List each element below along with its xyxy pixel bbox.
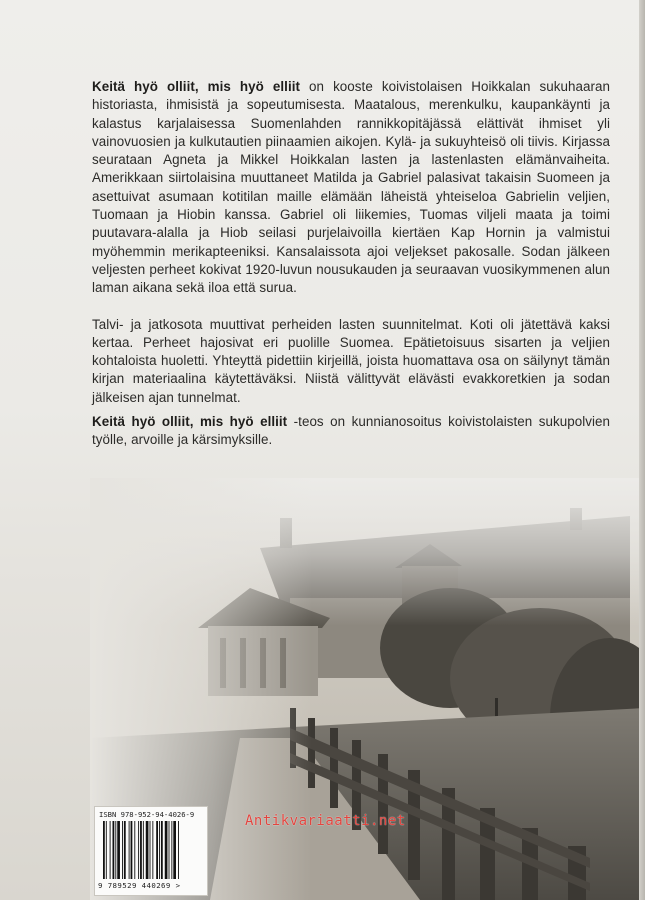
barcode-digits: 9 789529 440269 > <box>98 881 181 890</box>
watermark-text: Antikvariaatti.net <box>245 813 406 829</box>
paragraph-tribute-text: -teos on kunnianosoitus koivistolaisten sukupolvien työlle, arvoille ja kärsimyksille. <box>92 414 610 448</box>
barcode-bars <box>101 821 201 881</box>
paragraph-intro-text: on kooste koivistolaisen Hoikkalan sukuhaaran historiasta, ihmisistä ja sopeutumisesta. Maatalous, merenkulku, kaupankäynti ja kalastus karjalaisessa Suomenlahden rannikkopitäjässä elättivät ihmiset yli vainovuosien ja kulkutautien piinaamien aikojen. Kylä- ja sukuyhteisö oli tiivis. Kirjassa seurataan Agneta ja Mikkel Hoikkalan lasten ja lastenlasten elämänvaiheita. Amerikkaan siirtolaisina muuttaneet Matilda ja Gabriel palasivat takaisin Suomeen ja asettuivat asumaan kotitilan maille elämään läheistä yhteiseloa Gabrielin veljien, Tuomaan ja Hiobin kanssa. Gabriel oli liikemies, Tuomas viljeli maata ja toimi puutavara-alalla ja Hiob seilasi purjelaivoilla kiertäen Kap Hornin ja valmistui myöhemmin merikapteeniksi. Kansalaissota ajoi veljekset pakosalle. Sodan jälkeen veljesten perheet kokivat 1920-luvun nousukauden ja seuraavan vuosikymmenen alun laman aikana sekä iloa että surua. <box>92 79 610 296</box>
paragraph-war <box>92 316 610 407</box>
paragraph-war-text: Talvi- ja jatkosota muuttivat perheiden lasten suunnitelmat. Koti oli jätettävä kaksi kertaa. Perheet hajosivat eri puolille Suomea. Epätietoisuus sisarten ja veljien kohtaloista huoletti. Yhteyttä pidettiin kirjeillä, joista huomattava osa on säilynyt tämän kirjan materiaalina käytettäväksi. Niistä välittyvät elävästi evakkoretkien ja sodan jälkeisen ajan tunnelmat. <box>92 316 610 405</box>
cover-edge <box>639 0 645 900</box>
paragraph-tribute <box>92 413 610 450</box>
book-title-bold: Keitä hyö olliit, mis hyö elliit <box>92 79 300 94</box>
paragraph-intro <box>92 78 610 298</box>
back-cover-text <box>92 78 610 468</box>
isbn-label: ISBN 978-952-94-4026-9 <box>99 810 195 819</box>
book-title-bold-2: Keitä hyö olliit, mis hyö elliit <box>92 414 288 430</box>
isbn-barcode <box>94 806 208 896</box>
